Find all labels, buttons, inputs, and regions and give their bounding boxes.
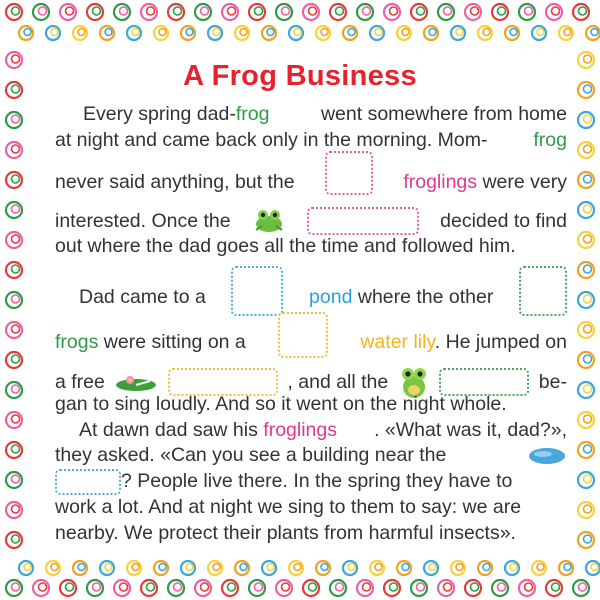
word-frog: frog xyxy=(235,103,270,125)
border-swirl-icon xyxy=(6,112,22,128)
border-swirl-icon xyxy=(6,352,22,368)
border-swirl-icon xyxy=(438,4,454,20)
border-swirl-icon xyxy=(505,26,519,40)
border-swirl-icon xyxy=(222,580,238,596)
border-swirl-icon xyxy=(370,26,384,40)
border-swirl-icon xyxy=(578,502,594,518)
border-swirl-icon xyxy=(424,561,438,575)
border-swirl-icon xyxy=(19,26,33,40)
border-swirl-icon xyxy=(249,580,265,596)
border-swirl-icon xyxy=(478,561,492,575)
border-swirl-icon xyxy=(559,26,573,40)
border-swirl-icon xyxy=(73,561,87,575)
story-line-6: Dad came to a pond where the other xyxy=(55,278,567,316)
border-swirl-icon xyxy=(578,172,594,188)
border-swirl-icon xyxy=(357,4,373,20)
border-swirl-icon xyxy=(586,561,600,575)
border-swirl-icon xyxy=(451,561,465,575)
blank-box[interactable] xyxy=(325,151,373,195)
story-line-3: never said anything, but the froglings were very xyxy=(55,169,567,195)
border-swirl-icon xyxy=(33,580,49,596)
word-frogs: frogs xyxy=(55,331,99,353)
border-swirl-icon xyxy=(578,292,594,308)
story-line-7: frogs were sitting on a water lily. He jumped on xyxy=(55,326,567,358)
border-swirl-icon xyxy=(276,580,292,596)
border-swirl-icon xyxy=(6,472,22,488)
border-swirl-icon xyxy=(465,580,481,596)
border-swirl-icon xyxy=(357,580,373,596)
border-swirl-icon xyxy=(262,26,276,40)
story-line-1: Every spring dad-frog went somewhere from home xyxy=(83,103,567,125)
word-froglings: froglings xyxy=(263,419,337,441)
border-swirl-icon xyxy=(578,202,594,218)
border-swirl-icon xyxy=(438,580,454,596)
border-swirl-icon xyxy=(6,382,22,398)
border-swirl-icon xyxy=(316,561,330,575)
border-swirl-icon xyxy=(578,412,594,428)
border-swirl-icon xyxy=(578,532,594,548)
border-swirl-icon xyxy=(46,26,60,40)
blank-box[interactable] xyxy=(55,469,121,495)
story-line-14: nearby. We protect their plants from harmful insects». xyxy=(55,522,516,544)
border-swirl-icon xyxy=(586,26,600,40)
story-line-8: a free , and all the be- xyxy=(55,365,567,399)
border-swirl-icon xyxy=(546,580,562,596)
border-swirl-icon xyxy=(208,561,222,575)
border-swirl-icon xyxy=(46,561,60,575)
border-swirl-icon xyxy=(532,561,546,575)
story-line-5: out where the dad goes all the time and followed him. xyxy=(55,235,516,257)
border-swirl-icon xyxy=(451,26,465,40)
border-swirl-icon xyxy=(181,561,195,575)
word-pond: pond xyxy=(309,286,353,308)
border-swirl-icon xyxy=(465,4,481,20)
story-line-10: At dawn dad saw his froglings . «What was it, dad?», xyxy=(79,419,567,441)
border-swirl-icon xyxy=(384,4,400,20)
blank-box[interactable] xyxy=(278,312,328,358)
border-swirl-icon xyxy=(60,4,76,20)
border-swirl-icon xyxy=(6,172,22,188)
border-swirl-icon xyxy=(6,412,22,428)
border-swirl-icon xyxy=(578,232,594,248)
border-swirl-icon xyxy=(546,4,562,20)
border-swirl-icon xyxy=(127,26,141,40)
border-swirl-icon xyxy=(578,112,594,128)
border-swirl-icon xyxy=(6,232,22,248)
border-swirl-icon xyxy=(578,262,594,278)
border-swirl-icon xyxy=(6,502,22,518)
border-swirl-icon xyxy=(276,4,292,20)
border-swirl-icon xyxy=(6,202,22,218)
border-swirl-icon xyxy=(578,382,594,398)
border-swirl-icon xyxy=(411,4,427,20)
story-line-11: they asked. «Can you see a building near the xyxy=(55,443,567,467)
story-line-13: work a lot. And at night we sing to them to say: we are xyxy=(55,496,522,518)
border-swirl-icon xyxy=(6,292,22,308)
word-frog: frog xyxy=(533,129,567,151)
border-swirl-icon xyxy=(235,26,249,40)
border-swirl-icon xyxy=(578,142,594,158)
blank-box[interactable] xyxy=(231,266,283,316)
story-line-4: interested. Once the decided to find xyxy=(55,207,567,235)
border-swirl-icon xyxy=(424,26,438,40)
border-swirl-icon xyxy=(141,4,157,20)
border-swirl-icon xyxy=(330,4,346,20)
border-swirl-icon xyxy=(100,561,114,575)
lily-pad-icon xyxy=(114,371,158,393)
border-swirl-icon xyxy=(289,561,303,575)
border-swirl-icon xyxy=(519,580,535,596)
border-swirl-icon xyxy=(492,580,508,596)
border-swirl-icon xyxy=(578,322,594,338)
border-swirl-icon xyxy=(6,142,22,158)
story-line-12: ? People live there. In the spring they have to xyxy=(55,469,567,495)
border-swirl-icon xyxy=(532,26,546,40)
border-swirl-icon xyxy=(87,4,103,20)
border-swirl-icon xyxy=(100,26,114,40)
border-swirl-icon xyxy=(6,322,22,338)
border-swirl-icon xyxy=(262,561,276,575)
border-swirl-icon xyxy=(127,561,141,575)
border-swirl-icon xyxy=(181,26,195,40)
border-swirl-icon xyxy=(19,561,33,575)
word-water-lily: water lily xyxy=(360,331,435,353)
border-swirl-icon xyxy=(397,561,411,575)
border-swirl-icon xyxy=(303,4,319,20)
page-title: A Frog Business xyxy=(183,60,417,92)
border-swirl-icon xyxy=(573,580,589,596)
border-swirl-icon xyxy=(6,4,22,20)
border-swirl-icon xyxy=(6,532,22,548)
border-swirl-icon xyxy=(573,4,589,20)
border-swirl-icon xyxy=(208,26,222,40)
story-line-2: at night and came back only in the morning. Mom- frog xyxy=(55,129,567,151)
border-swirl-icon xyxy=(222,4,238,20)
border-swirl-icon xyxy=(578,352,594,368)
border-swirl-icon xyxy=(411,580,427,596)
border-swirl-icon xyxy=(6,580,22,596)
word-froglings: froglings xyxy=(403,171,478,193)
border-swirl-icon xyxy=(303,580,319,596)
border-swirl-icon xyxy=(316,26,330,40)
border-swirl-icon xyxy=(578,442,594,458)
border-swirl-icon xyxy=(6,262,22,278)
border-swirl-icon xyxy=(87,580,103,596)
story-line-9: gan to sing loudly. And so it went on the night whole. xyxy=(55,393,507,415)
border-swirl-icon xyxy=(168,580,184,596)
border-swirl-icon xyxy=(397,26,411,40)
border-swirl-icon xyxy=(73,26,87,40)
border-swirl-icon xyxy=(249,4,265,20)
blank-box[interactable] xyxy=(307,207,419,235)
border-swirl-icon xyxy=(114,580,130,596)
border-swirl-icon xyxy=(559,561,573,575)
border-swirl-icon xyxy=(154,561,168,575)
border-swirl-icon xyxy=(343,26,357,40)
border-swirl-icon xyxy=(195,580,211,596)
border-swirl-icon xyxy=(330,580,346,596)
border-swirl-icon xyxy=(235,561,249,575)
border-swirl-icon xyxy=(168,4,184,20)
border-swirl-icon xyxy=(114,4,130,20)
border-swirl-icon xyxy=(505,561,519,575)
pond-icon xyxy=(527,444,567,466)
blank-box[interactable] xyxy=(519,266,567,316)
border-swirl-icon xyxy=(60,580,76,596)
border-swirl-icon xyxy=(478,26,492,40)
frog-icon xyxy=(252,208,286,234)
border-swirl-icon xyxy=(195,4,211,20)
border-swirl-icon xyxy=(578,472,594,488)
border-swirl-icon xyxy=(519,4,535,20)
border-swirl-icon xyxy=(370,561,384,575)
border-swirl-icon xyxy=(154,26,168,40)
border-swirl-icon xyxy=(289,26,303,40)
border-swirl-icon xyxy=(141,580,157,596)
border-swirl-icon xyxy=(384,580,400,596)
border-swirl-icon xyxy=(6,442,22,458)
border-swirl-icon xyxy=(343,561,357,575)
border-swirl-icon xyxy=(33,4,49,20)
border-swirl-icon xyxy=(492,4,508,20)
